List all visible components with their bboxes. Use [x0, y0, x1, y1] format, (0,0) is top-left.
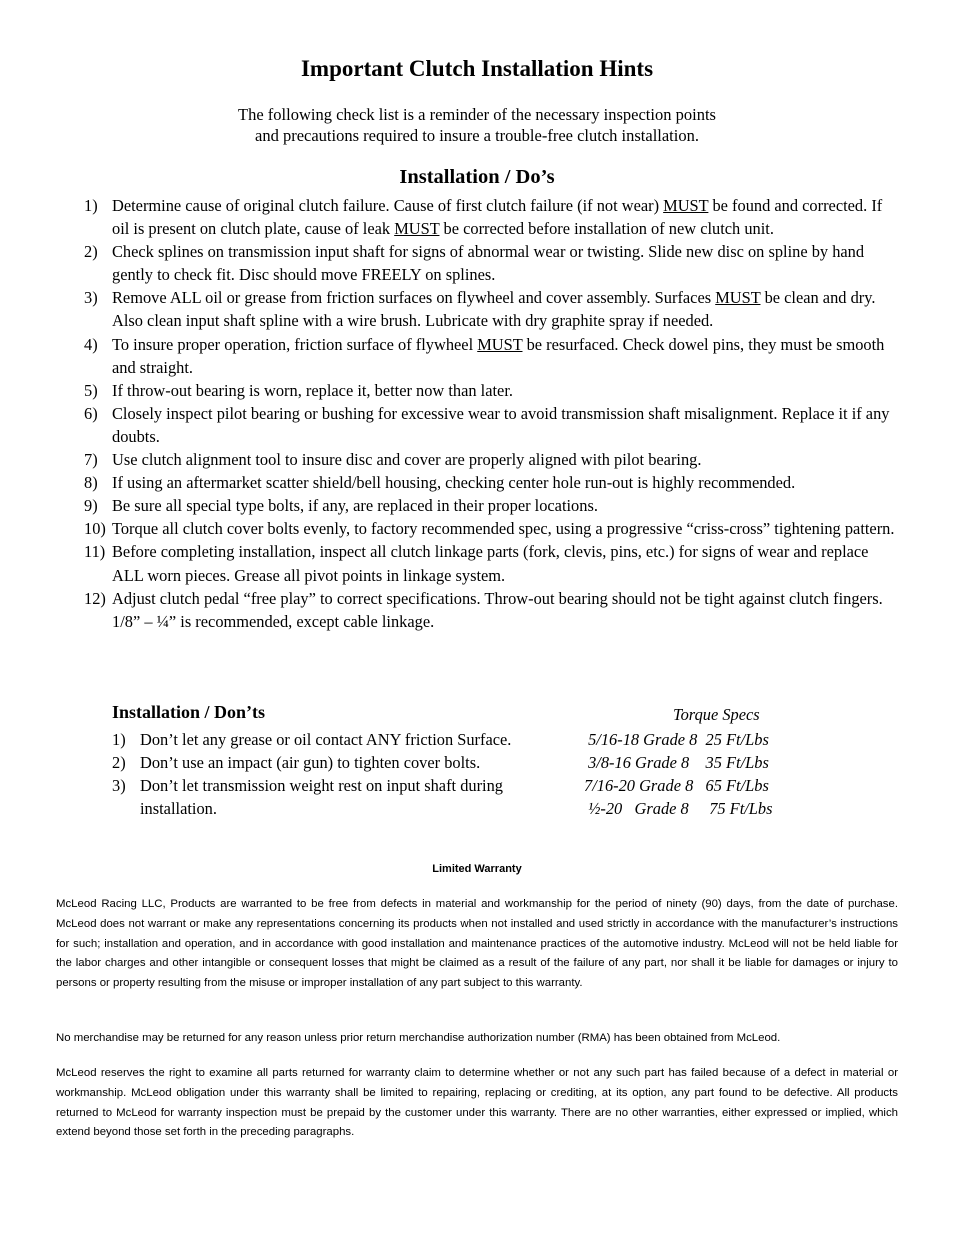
list-item-number: 11)	[84, 542, 106, 562]
list-item-number: 10)	[84, 519, 106, 539]
dos-list-item	[84, 587, 900, 633]
list-item-text: Don’t use an impact (air gun) to tighten cover bolts.	[140, 753, 481, 773]
list-item-text: Don’t let any grease or oil contact ANY friction Surface.	[140, 730, 512, 749]
list-item-text: Check splines on transmission input shaft for signs of abnormal wear or twisting. Slide new disc on spline by hand gently to check fit. Disc should move FREELY on splines.	[112, 242, 865, 285]
torque-spec-item: 3/8-16 Grade 8 35 Ft/Lbs	[584, 753, 769, 773]
list-item-text: If using an aftermarket scatter shield/bell housing, checking center hole run-out is highly recommended.	[112, 473, 796, 493]
list-item-text: be corrected before installation of new clutch unit.	[439, 219, 774, 239]
emphasis-text: MUST	[715, 288, 761, 308]
list-item-text: Adjust clutch pedal “free play” to correct specifications. Throw-out bearing should not be tight against clutch fingers. 1/8” – ¼” is recommended, except cable linkage.	[112, 588, 883, 631]
torque-specs-heading: Torque Specs	[673, 705, 760, 724]
list-item-number: 6)	[84, 403, 98, 423]
torque-spec-item: 7/16-20 Grade 8 65 Ft/Lbs	[584, 776, 769, 796]
torque-spec-item: 5/16-18 Grade 8 25 Ft/Lbs	[584, 730, 769, 749]
list-item-number: 5)	[84, 380, 98, 400]
dos-list-item	[84, 333, 900, 379]
list-item-number: 7)	[84, 450, 98, 470]
list-item-text: be resurfaced. Check dowel pins, they must be smooth and straight.	[112, 334, 885, 377]
list-item-text: be found and corrected. If oil is present on clutch plate, cause of leak	[112, 196, 883, 239]
torque-specs-list	[584, 728, 814, 820]
dos-list-item	[84, 379, 900, 402]
donts-heading: Installation / Don’ts	[112, 702, 266, 722]
list-item-number: 2)	[84, 242, 98, 262]
list-item-text: Remove ALL oil or grease from friction surfaces on flywheel and cover assembly. Surfaces	[112, 288, 716, 308]
page-title: Important Clutch Installation Hints	[300, 56, 654, 81]
warranty-title: Limited Warranty	[432, 863, 522, 875]
dos-list-item	[84, 540, 900, 586]
list-item-number: 3)	[84, 288, 98, 308]
list-item-text: Before completing installation, inspect all clutch linkage parts (fork, clevis, pins, etc.) for signs of wear and replace ALL worn pieces. Grease all pivot points in linkage system.	[112, 542, 869, 585]
list-item-text: Determine cause of original clutch failure. Cause of first clutch failure (if not wear)	[112, 196, 664, 215]
dos-list-item	[84, 194, 900, 240]
dos-list-item	[84, 517, 900, 540]
list-item-number: 12)	[84, 588, 106, 608]
donts-list-item	[112, 774, 562, 820]
list-item-number: 1)	[112, 730, 126, 749]
list-item-text: Closely inspect pilot bearing or bushing for excessive wear to avoid transmission shaft misalignment. Replace it if any doubts.	[112, 403, 890, 446]
list-item-number: 2)	[112, 753, 126, 773]
torque-spec-item: ½-20 Grade 8 75 Ft/Lbs	[584, 799, 773, 819]
list-item-text: be clean and dry. Also clean input shaft spline with a wire brush. Lubricate with dry graphite spray if needed.	[112, 288, 876, 331]
emphasis-text: MUST	[394, 219, 440, 239]
dos-heading: Installation / Do’s	[399, 166, 555, 188]
donts-list	[112, 728, 562, 820]
dos-list-item	[84, 471, 900, 494]
intro-line-2: and precautions required to insure a trouble-free clutch installation.	[255, 126, 699, 145]
donts-list-item	[112, 751, 562, 774]
dos-list-item	[84, 240, 900, 286]
emphasis-text: MUST	[477, 334, 523, 354]
list-item-text: Torque all clutch cover bolts evenly, to factory recommended spec, using a progressive “criss-cross” tightening pattern.	[112, 519, 895, 539]
dos-list-item	[84, 448, 900, 471]
warranty-paragraph-1: McLeod Racing LLC, Products are warranted to be free from defects in material and workmanship for the period of ninety (90) days, from the date of purchase. McLeod does not warrant or make any representations concerning its products when not installed and used strictly in accordance with the manufacturer’s instructions for such; installation and operation, and in accordance with good installation and maintenance practices of the automotive industry. McLeod will not be held liable for the labor charges and other intangible or consequent losses that might be claimed as a result of the failure of any part, nor shall it be liable for damages or injury to persons or property resulting from the misuse or improper installation of any part subject to this warranty.	[56, 898, 898, 990]
list-item-text: Don’t let transmission weight rest on input shaft during installation.	[140, 776, 503, 819]
dos-list	[84, 194, 900, 633]
list-item-text: To insure proper operation, friction surface of flywheel	[112, 334, 478, 354]
dos-list-item	[84, 402, 900, 448]
dos-list-item	[84, 286, 900, 332]
emphasis-text: MUST	[663, 196, 709, 215]
list-item-text: Be sure all special type bolts, if any, are replaced in their proper locations.	[112, 496, 598, 516]
intro-line-1: The following check list is a reminder of the necessary inspection points	[238, 105, 716, 124]
list-item-number: 1)	[84, 196, 98, 215]
list-item-text: Use clutch alignment tool to insure disc and cover are properly aligned with pilot bearing.	[112, 450, 702, 470]
list-item-number: 4)	[84, 334, 98, 354]
list-item-number: 8)	[84, 473, 98, 493]
donts-list-item	[112, 728, 562, 751]
warranty-paragraph-2: No merchandise may be returned for any reason unless prior return merchandise authorization number (RMA) has been obtained from McLeod.	[56, 1032, 781, 1044]
warranty-paragraph-3: McLeod reserves the right to examine all parts returned for warranty claim to determine whether or not any such part has failed because of a defect in material or workmanship. McLeod obligation under this warranty shall be limited to repairing, replacing or crediting, at its option, any part found to be defective. All products returned to McLeod for warranty inspection must be prepaid by the customer under this warranty. There are no other warranties, either expressed or implied, which extend beyond those set forth in the preceding paragraphs.	[56, 1067, 898, 1139]
list-item-number: 9)	[84, 496, 98, 516]
dos-list-item	[84, 494, 900, 517]
list-item-number: 3)	[112, 776, 126, 796]
intro-text	[0, 104, 954, 146]
list-item-text: If throw-out bearing is worn, replace it, better now than later.	[112, 380, 513, 400]
